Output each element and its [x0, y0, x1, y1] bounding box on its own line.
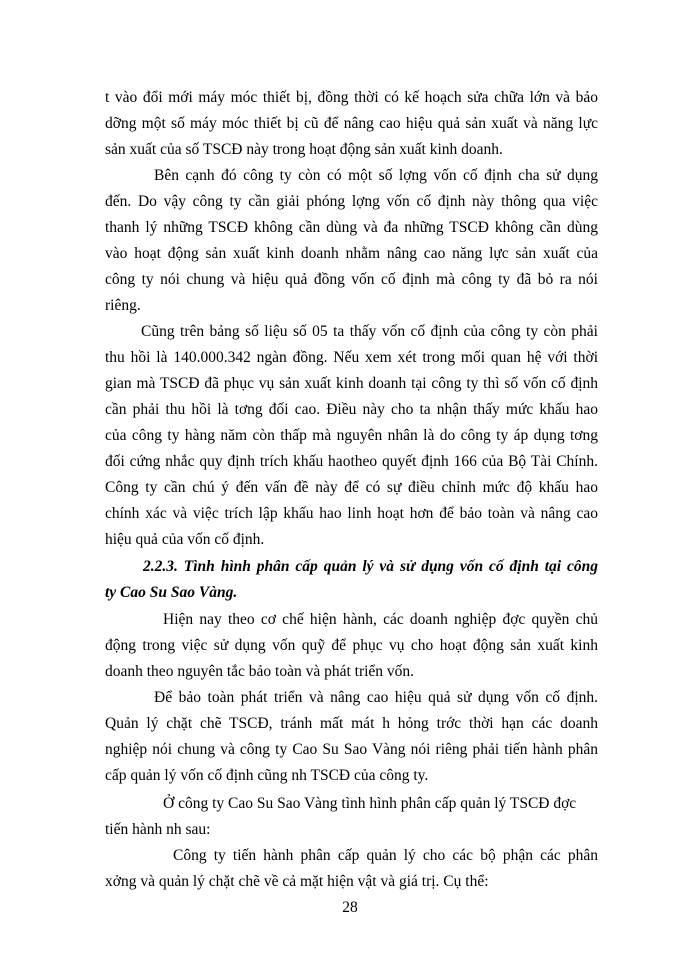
- text-line: Cũng trên bảng số liệu số 05 ta thấy vốn cố định của công ty còn phải: [141, 323, 598, 340]
- text-line: sản xuất của số TSCĐ này trong hoạt động sản xuất kinh doanh.: [105, 141, 503, 158]
- text-line: thu hồi là 140.000.342 ngàn đồng. Nếu xem xét trong mối quan hệ với thời: [105, 349, 598, 366]
- text-line: đến. Do vậy công ty cần giải phóng lợng vốn cố định này thông qua việc: [105, 193, 598, 210]
- text-line: đối cứng nhắc quy định trích khấu haotheo quyết định 166 của Bộ Tài Chính.: [105, 453, 598, 470]
- text-line: Bên cạnh đó công ty còn có một số lợng vốn cố định cha sử dụng: [154, 167, 598, 184]
- section-heading: 2.2.3. Tình hình phân cấp quản lý và sử dụng vốn cố định tại công: [143, 558, 598, 575]
- text-line: động trong việc sử dụng vốn quỹ để phục vụ cho hoạt động sản xuất kinh: [105, 637, 598, 654]
- text-line: tiến hành nh sau:: [105, 821, 211, 838]
- text-line: Quản lý chặt chẽ TSCĐ, tránh mất mát h hỏng trớc thời hạn các doanh: [105, 715, 598, 732]
- text-line: nghiệp nói chung và công ty Cao Su Sao Vàng nói riêng phải tiến hành phân: [105, 741, 598, 758]
- text-line: hiệu quả của vốn cố định.: [105, 531, 265, 548]
- text-line: Công ty cần chú ý đến vấn đề này để có sự điều chỉnh mức độ khấu hao: [105, 479, 598, 496]
- text-line: chính xác và việc trích lập khấu hao linh hoạt hơn để bảo toàn và nâng cao: [105, 505, 598, 522]
- text-line: công ty nói chung và hiệu quả đồng vốn cố định mà công ty đã bỏ ra nói: [105, 271, 598, 288]
- text-line: vào hoạt động sản xuất kinh doanh nhằm nâng cao năng lực sản xuất của: [105, 245, 598, 262]
- page-number: 28: [342, 899, 358, 916]
- text-line: Ở công ty Cao Su Sao Vàng tình hình phân cấp quản lý TSCĐ đợc: [163, 795, 577, 812]
- text-line: thanh lý những TSCĐ không cần dùng và đa những TSCĐ không cần dùng: [105, 219, 598, 236]
- text-line: cấp quản lý vốn cố định cũng nh TSCĐ của công ty.: [105, 767, 429, 784]
- text-line: của công ty hàng năm còn thấp mà nguyên nhân là do công ty áp dụng tơng: [105, 427, 598, 444]
- text-line: xởng và quản lý chặt chẽ về cả mặt hiện vật và giá trị. Cụ thể:: [105, 873, 489, 890]
- text-line: t vào đổi mới máy móc thiết bị, đồng thời có kế hoạch sửa chữa lớn và bảo: [105, 89, 598, 106]
- text-line: Công ty tiến hành phân cấp quản lý cho các bộ phận các phân: [173, 847, 598, 864]
- text-line: Hiện nay theo cơ chế hiện hành, các doanh nghiệp đợc quyền chủ: [163, 611, 598, 628]
- text-line: Để bảo toàn phát triển và nâng cao hiệu quả sử dụng vốn cố định.: [154, 689, 598, 706]
- section-heading: ty Cao Su Sao Vàng.: [105, 584, 238, 601]
- text-line: doanh theo nguyên tắc bảo toàn và phát triển vốn.: [105, 663, 415, 680]
- text-line: riêng.: [105, 297, 141, 314]
- text-line: cần phải thu hồi là tơng đối cao. Điều này cho ta nhận thấy mức khấu hao: [105, 401, 598, 418]
- text-line: gian mà TSCĐ đã phục vụ sản xuất kinh doanh tại công ty thì số vốn cố định: [105, 375, 598, 392]
- text-line: dỡng một số máy móc thiết bị cũ để nâng cao hiệu quả sản xuất và năng lực: [105, 115, 598, 132]
